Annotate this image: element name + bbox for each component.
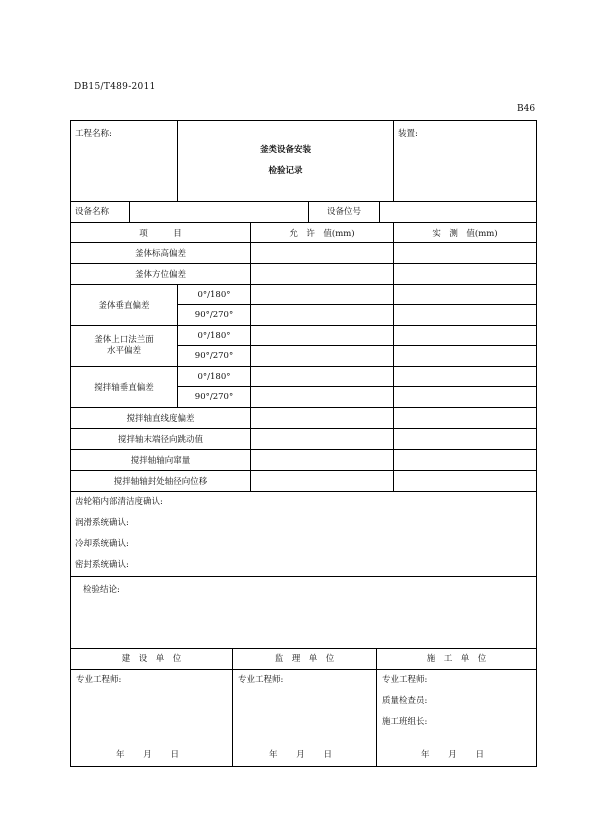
row-label-flange bbox=[71, 326, 178, 367]
supervision-signature-area[interactable] bbox=[233, 670, 376, 766]
unit-label: 装置: bbox=[398, 129, 418, 139]
contractor-unit-header: 施 工 单 位 bbox=[377, 649, 536, 670]
measured-cell[interactable] bbox=[394, 450, 537, 471]
equipment-row bbox=[71, 202, 537, 223]
angle-label: 90°/270° bbox=[178, 305, 251, 326]
column-header-allowed: 允 许 值(mm) bbox=[251, 223, 394, 243]
allowed-cell[interactable] bbox=[251, 326, 394, 346]
equipment-name-label: 设备名称 bbox=[71, 202, 130, 222]
supervision-engineer-label: 专业工程师: bbox=[238, 675, 284, 685]
confirm-cooling: 冷却系统确认: bbox=[75, 539, 129, 549]
confirm-gearbox-cleanliness: 齿轮箱内部清洁度确认: bbox=[75, 497, 163, 507]
column-header-measured: 实 测 值(mm) bbox=[394, 223, 537, 243]
allowed-cell[interactable] bbox=[251, 450, 394, 471]
confirm-sealing: 密封系统确认: bbox=[75, 560, 129, 570]
allowed-cell[interactable] bbox=[251, 346, 394, 367]
form-title-line2: 检验记录 bbox=[268, 166, 303, 176]
conclusion-cell[interactable] bbox=[71, 577, 537, 649]
flange-label-line2: 水平偏差 bbox=[106, 346, 141, 356]
form-number: B46 bbox=[517, 104, 536, 114]
measured-cell[interactable] bbox=[394, 305, 537, 326]
construction-engineer-label: 专业工程师: bbox=[76, 675, 122, 685]
measured-cell[interactable] bbox=[394, 387, 537, 408]
measured-cell[interactable] bbox=[394, 471, 537, 492]
quality-inspector-label: 质量检查员: bbox=[382, 696, 428, 706]
construction-unit-header: 建 设 单 位 bbox=[71, 649, 232, 670]
form-title bbox=[178, 121, 394, 202]
supervision-unit-header: 监 理 单 位 bbox=[233, 649, 376, 670]
measured-cell[interactable] bbox=[394, 243, 537, 264]
allowed-cell[interactable] bbox=[251, 367, 394, 387]
confirmation-block[interactable] bbox=[71, 492, 537, 577]
conclusion-label: 检验结论: bbox=[83, 585, 120, 595]
equipment-name-field[interactable] bbox=[130, 202, 309, 222]
construction-date-label: 年 月 日 bbox=[116, 750, 187, 760]
measured-cell[interactable] bbox=[394, 326, 537, 346]
allowed-cell[interactable] bbox=[251, 243, 394, 264]
allowed-cell[interactable] bbox=[251, 387, 394, 408]
angle-label: 0°/180° bbox=[178, 285, 251, 305]
contractor-unit-block bbox=[377, 649, 536, 766]
equipment-position-field[interactable] bbox=[380, 202, 536, 222]
flange-label-line1: 釜体上口法兰面 bbox=[94, 335, 154, 345]
form-title-line1: 釜类设备安装 bbox=[260, 145, 312, 155]
project-name-label: 工程名称: bbox=[75, 129, 112, 139]
inspection-record-form bbox=[70, 120, 537, 767]
column-header-item: 项 目 bbox=[71, 223, 251, 243]
row-label-elevation: 釜体标高偏差 bbox=[71, 243, 251, 264]
confirm-lubrication: 润滑系统确认: bbox=[75, 518, 129, 528]
contractor-date-label: 年 月 日 bbox=[421, 750, 492, 760]
angle-label: 0°/180° bbox=[178, 326, 251, 346]
allowed-cell[interactable] bbox=[251, 285, 394, 305]
angle-label: 90°/270° bbox=[178, 387, 251, 408]
measured-cell[interactable] bbox=[394, 408, 537, 429]
measured-cell[interactable] bbox=[394, 367, 537, 387]
allowed-cell[interactable] bbox=[251, 264, 394, 285]
row-label-vertical: 釜体垂直偏差 bbox=[71, 285, 178, 326]
measured-cell[interactable] bbox=[394, 429, 537, 450]
row-label-shaft-vertical: 搅拌轴垂直偏差 bbox=[71, 367, 178, 408]
row-label-shaft-straightness: 搅拌轴直线度偏差 bbox=[71, 408, 251, 429]
contractor-signature-area[interactable] bbox=[377, 670, 536, 766]
contractor-engineer-label: 专业工程师: bbox=[382, 675, 428, 685]
supervision-unit-block bbox=[233, 649, 377, 766]
measured-cell[interactable] bbox=[394, 285, 537, 305]
construction-unit-block bbox=[71, 649, 233, 766]
allowed-cell[interactable] bbox=[251, 471, 394, 492]
construction-signature-area[interactable] bbox=[71, 670, 232, 766]
measured-cell[interactable] bbox=[394, 264, 537, 285]
row-label-orientation: 釜体方位偏差 bbox=[71, 264, 251, 285]
team-leader-label: 施工班组长: bbox=[382, 717, 428, 727]
row-label-shaft-seal: 搅拌轴轴封处轴径向位移 bbox=[71, 471, 251, 492]
project-name-cell[interactable] bbox=[71, 121, 178, 202]
measured-cell[interactable] bbox=[394, 346, 537, 367]
allowed-cell[interactable] bbox=[251, 305, 394, 326]
angle-label: 0°/180° bbox=[178, 367, 251, 387]
angle-label: 90°/270° bbox=[178, 346, 251, 367]
supervision-date-label: 年 月 日 bbox=[269, 750, 340, 760]
signature-section bbox=[71, 649, 537, 767]
standard-code: DB15/T489-2011 bbox=[74, 82, 156, 92]
allowed-cell[interactable] bbox=[251, 408, 394, 429]
row-label-shaft-play: 搅拌轴轴向窜量 bbox=[71, 450, 251, 471]
unit-cell[interactable] bbox=[394, 121, 537, 202]
equipment-position-label: 设备位号 bbox=[309, 202, 380, 222]
allowed-cell[interactable] bbox=[251, 429, 394, 450]
row-label-shaft-runout: 搅拌轴末端径向跳动值 bbox=[71, 429, 251, 450]
